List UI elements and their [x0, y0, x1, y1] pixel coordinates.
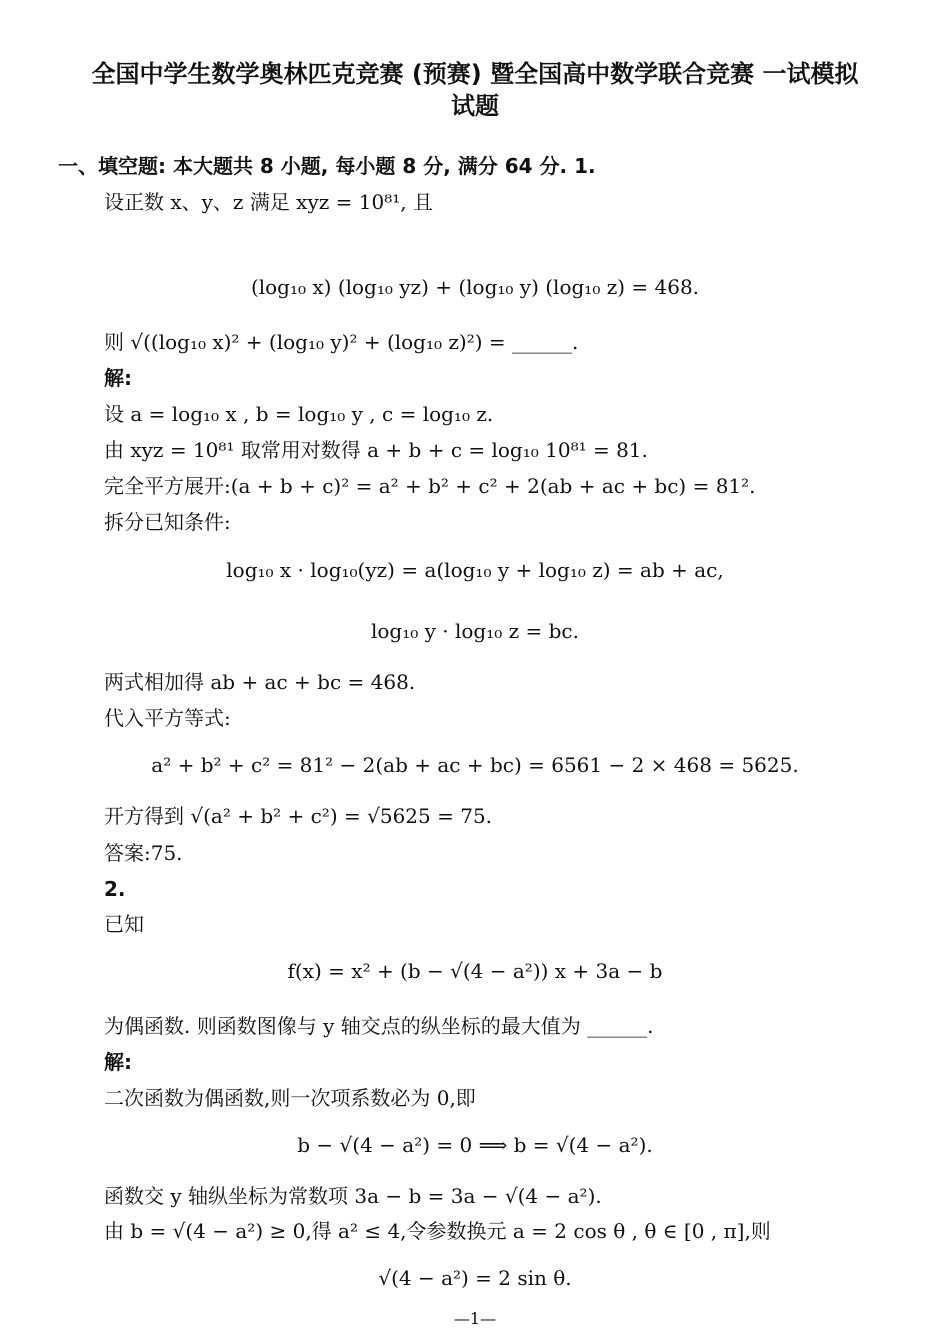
- problem-2-solution-label: 解:: [104, 1050, 132, 1074]
- document-title-line-1: 全国中学生数学奥林匹克竞赛 (预赛) 暨全国高中数学联合竞赛 一试模拟: [91, 60, 859, 88]
- problem-1-step-6: 代入平方等式:: [104, 706, 231, 730]
- problem-2-equation: f(x) = x² + (b − √(4 − a²)) x + 3a − b: [287, 959, 663, 983]
- problem-1-statement: 设正数 x、y、z 满足 xyz = 10⁸¹, 且: [104, 190, 433, 214]
- problem-2-display-2: √(4 − a²) = 2 sin θ.: [378, 1266, 572, 1290]
- problem-1-display-1: log₁₀ x · log₁₀(yz) = a(log₁₀ y + log₁₀ z) = ab + ac,: [226, 558, 724, 582]
- problem-1-answer: 答案:75.: [104, 841, 183, 865]
- problem-1-display-2: log₁₀ y · log₁₀ z = bc.: [370, 619, 579, 643]
- problem-1-step-1: 设 a = log₁₀ x , b = log₁₀ y , c = log₁₀ z.: [104, 402, 494, 426]
- problem-2-question: 为偶函数. 则函数图像与 y 轴交点的纵坐标的最大值为 ______.: [104, 1014, 654, 1038]
- problem-2-step-2: 函数交 y 轴纵坐标为常数项 3a − b = 3a − √(4 − a²).: [104, 1184, 602, 1208]
- problem-1-equation: (log₁₀ x) (log₁₀ yz) + (log₁₀ y) (log₁₀ z) = 468.: [250, 275, 700, 299]
- document-title-line-2: 试题: [451, 92, 499, 120]
- problem-2-step-3: 由 b = √(4 − a²) ≥ 0,得 a² ≤ 4,令参数换元 a = 2 cos θ , θ ∈ [0 , π],则: [104, 1219, 771, 1243]
- problem-1-step-5: 两式相加得 ab + ac + bc = 468.: [104, 670, 416, 694]
- problem-2-number: 2.: [104, 877, 126, 901]
- problem-2-display-1: b − √(4 − a²) = 0 ⟹ b = √(4 − a²).: [297, 1133, 653, 1157]
- problem-1-solution-label: 解:: [104, 366, 132, 390]
- problem-2-step-1: 二次函数为偶函数,则一次项系数必为 0,即: [104, 1086, 476, 1110]
- problem-1-step-2: 由 xyz = 10⁸¹ 取常用对数得 a + b + c = log₁₀ 10⁸¹ = 81.: [104, 438, 648, 462]
- problem-1-step-4: 拆分已知条件:: [104, 510, 231, 534]
- problem-1-step-3: 完全平方展开:(a + b + c)² = a² + b² + c² + 2(ab + ac + bc) = 81².: [104, 474, 756, 498]
- section-heading: 一、填空题: 本大题共 8 小题, 每小题 8 分, 满分 64 分. 1.: [58, 154, 596, 178]
- problem-1-step-7: 开方得到 √(a² + b² + c²) = √5625 = 75.: [104, 804, 493, 828]
- page-number: —1—: [453, 1309, 497, 1328]
- problem-1-display-3: a² + b² + c² = 81² − 2(ab + ac + bc) = 6561 − 2 × 468 = 5625.: [151, 753, 799, 777]
- problem-2-statement: 已知: [104, 912, 144, 936]
- problem-1-question: 则 √((log₁₀ x)² + (log₁₀ y)² + (log₁₀ z)²) = ______.: [104, 330, 579, 354]
